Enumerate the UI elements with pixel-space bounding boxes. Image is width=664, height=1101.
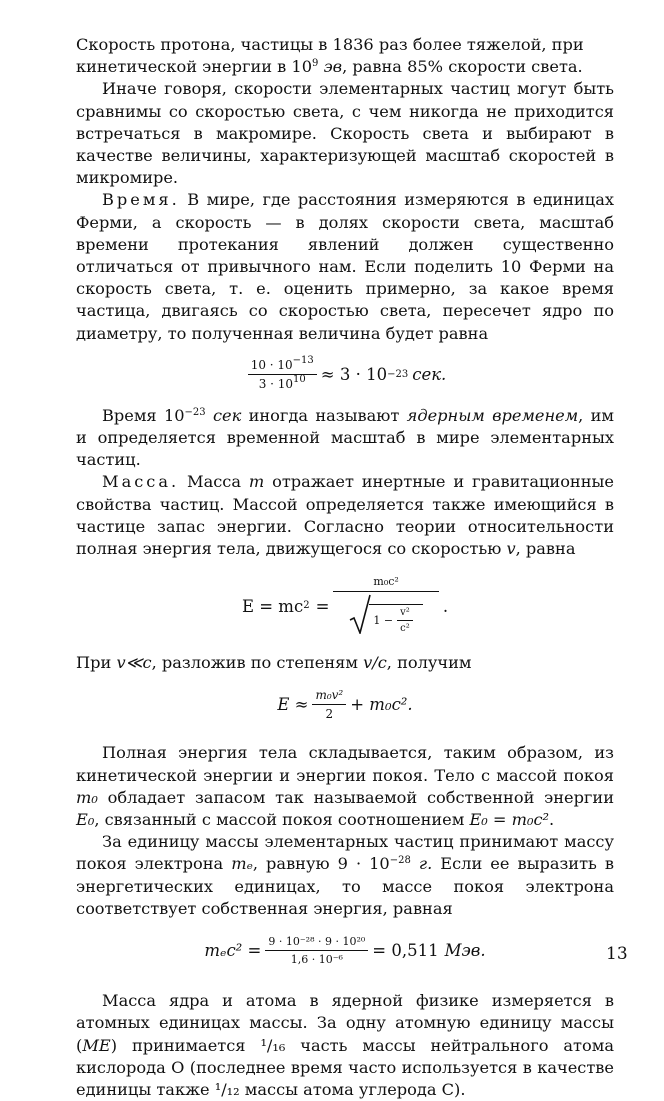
paragraph-proton-speed xyxy=(76,34,614,78)
fraction: $\frac{\text{9 · 10⁻²⁸ · 9 · 10²⁰}}{\text{1,6 · 10⁻⁶}}$ xyxy=(265,935,368,966)
paragraph-time xyxy=(76,189,614,344)
formula-nuclear-time: $\frac{10 \cdot 10^{-13}}{3 \cdot 10^{10}}$ ≈ 3 · 10 −23 сек. xyxy=(76,345,614,405)
paragraph-rest-energy: Полная энергия тела складывается, таким образом, из кинетической энергии и энергии покоя. Тело с массой покоя m₀ обладает запасом так называемой собственной энергии E₀, связанный с массой покоя соотношением E₀ = m₀c². xyxy=(76,743,614,830)
unit-sec: сек. xyxy=(412,365,447,385)
paragraph-nuclear-time: Время $10^{-23}$ сек иногда называют ядерным временем, им и определяется временной масштаб в мире элементарных частиц. xyxy=(76,405,614,470)
formula-electron-energy: mₑc² = $\frac{\text{9 · 10⁻²⁸ · 9 · 10²⁰}}{\text{1,6 · 10⁻⁶}}$ = 0,511 Мэв. xyxy=(204,934,486,966)
exponent: 9 xyxy=(312,58,319,70)
page-body xyxy=(76,34,614,1101)
paragraph-atomic-mass-unit: Масса ядра и атома в ядерной физике измеряется в атомных единицах массы. За одну атомную единицу массы (МЕ) принимается ¹/₁₆ часть массы нейтрального атома кислорода O (последнее время часто используется в качестве единицы также ¹/₁₂ массы атома углерода C). xyxy=(76,991,614,1099)
paragraph-mass: Масса. Масса m отражает инертные и гравитационные свойства частиц. Массой определяется также имеющийся в частице запас энергии. Согласно теории относительности полная энергия тела, движущегося со скоростью v, равна xyxy=(76,472,614,559)
fraction: $\frac{\text{m₀v²}}{2}$ xyxy=(312,688,346,721)
paragraph-text: В мире, где расстояния измеряются в единицах Ферми, а скорость — в долях скорости света, масштаб времени протекания явлений должен существенно отличаться от привычного нам. Если поделить 10 Ферми на скорость света, т. е. оценить примерно, за какое время частица, двигаясь со скоростью света, пересечет ядро по диаметру, то полученная величина будет равна xyxy=(76,190,614,343)
section-head-mass: Масса. xyxy=(102,472,180,492)
formula-relativistic-energy: E = mc 2 = m₀c² 1 − $\frac{\text{v²}}{\text{c²}}$ . xyxy=(76,560,614,652)
formula-energy-expansion: E ≈ $\frac{\text{m₀v²}}{2}$ + m₀c². xyxy=(277,687,413,721)
text-line: кинетической энергии в 10 xyxy=(76,57,313,77)
paragraph-expansion: При v≪c, разложив по степеням v/c, получим xyxy=(76,653,472,673)
text-line: Скорость протона, частицы в 1836 раз более тяжелой, при xyxy=(76,35,584,54)
formula-rhs: ≈ 3 · 10 xyxy=(320,365,388,385)
page-number: 13 xyxy=(606,944,628,964)
fraction: m₀c² 1 − $\frac{\text{v²}}{\text{c²}}$ xyxy=(333,575,438,637)
term-nuclear-time: ядерным временем xyxy=(406,405,579,425)
unit-ev: эв xyxy=(323,57,343,77)
section-head-time: Время. xyxy=(102,190,180,210)
paragraph-electron-mass: За единицу массы элементарных частиц принимают массу покоя электрона mₑ, равную $9 \cdot 10^{-28}$ г. Если ее выразить в энергетических единицах, то массе покоя электрона соответствует собственная энергия, равная xyxy=(76,832,615,918)
fraction: $\frac{10 \cdot 10^{-13}}{3 \cdot 10^{10}}$ xyxy=(248,358,317,391)
square-root: 1 − $\frac{\text{v²}}{\text{c²}}$ xyxy=(349,594,422,634)
text-line: , равна 85% скорости света. xyxy=(342,57,583,77)
paragraph-light-speed: Иначе говоря, скорости элементарных частиц могут быть сравнимы со скоростью света, с чем никогда не приходится встречаться в макромире. Скорость света и выбирают в качестве величины, характеризующей масштаб скоростей в микромире. xyxy=(76,79,614,188)
